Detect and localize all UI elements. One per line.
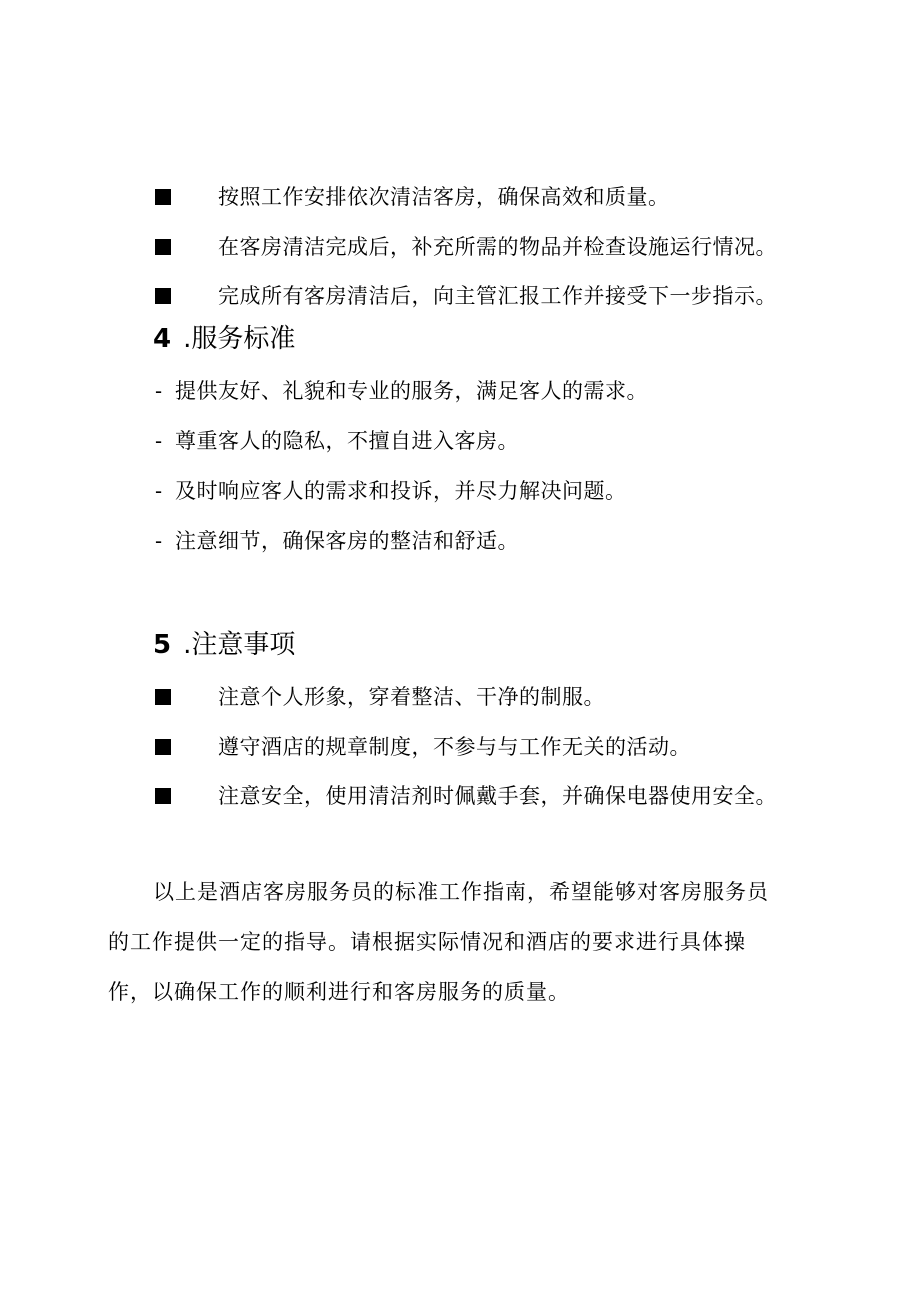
section-title: .注意事项 xyxy=(183,630,296,660)
list-item-text: 按照工作安排依次清洁客房，确保高效和质量。 xyxy=(218,185,670,209)
list-item-text: 完成所有客房清洁后，向主管汇报工作并接受下一步指示。 xyxy=(218,284,777,308)
list-item xyxy=(155,732,691,762)
list-item xyxy=(155,781,777,811)
dash-marker: - xyxy=(155,379,163,403)
list-item xyxy=(155,682,605,712)
list-item-text: 注意细节，确保客房的整洁和舒适。 xyxy=(175,529,519,553)
list-item xyxy=(155,232,777,262)
dash-marker: - xyxy=(155,529,163,553)
square-bullet-icon xyxy=(155,689,171,705)
list-item-text: 注意安全，使用清洁剂时佩戴手套，并确保电器使用安全。 xyxy=(218,784,777,808)
list-item xyxy=(155,281,777,311)
square-bullet-icon xyxy=(155,788,171,804)
section-number: 5 xyxy=(153,630,172,660)
paragraph-line: 的工作提供一定的指导。请根据实际情况和酒店的要求进行具体操 xyxy=(108,930,746,954)
section-title: .服务标准 xyxy=(183,324,296,354)
section-heading-5 xyxy=(153,628,295,662)
list-item xyxy=(155,376,648,406)
list-item xyxy=(155,476,627,506)
list-item-text: 提供友好、礼貌和专业的服务，满足客人的需求。 xyxy=(175,379,648,403)
list-item xyxy=(155,526,519,556)
square-bullet-icon xyxy=(155,739,171,755)
dash-marker: - xyxy=(155,479,163,503)
square-bullet-icon xyxy=(155,288,171,304)
list-item-text: 注意个人形象，穿着整洁、干净的制服。 xyxy=(218,685,605,709)
square-bullet-icon xyxy=(155,189,171,205)
list-item xyxy=(155,426,519,456)
list-item-text: 遵守酒店的规章制度，不参与与工作无关的活动。 xyxy=(218,735,691,759)
dash-marker: - xyxy=(155,429,163,453)
paragraph-line: 作，以确保工作的顺利进行和客房服务的质量。 xyxy=(108,980,570,1004)
list-item-text: 及时响应客人的需求和投诉，并尽力解决问题。 xyxy=(175,479,627,503)
list-item xyxy=(155,182,670,212)
list-item-text: 在客房清洁完成后，补充所需的物品并检查设施运行情况。 xyxy=(218,235,777,259)
section-number: 4 xyxy=(153,324,172,354)
square-bullet-icon xyxy=(155,239,171,255)
list-item-text: 尊重客人的隐私，不擅自进入客房。 xyxy=(175,429,519,453)
section-heading-4 xyxy=(153,322,295,356)
paragraph-line: 以上是酒店客房服务员的标准工作指南，希望能够对客房服务员 xyxy=(153,880,769,904)
